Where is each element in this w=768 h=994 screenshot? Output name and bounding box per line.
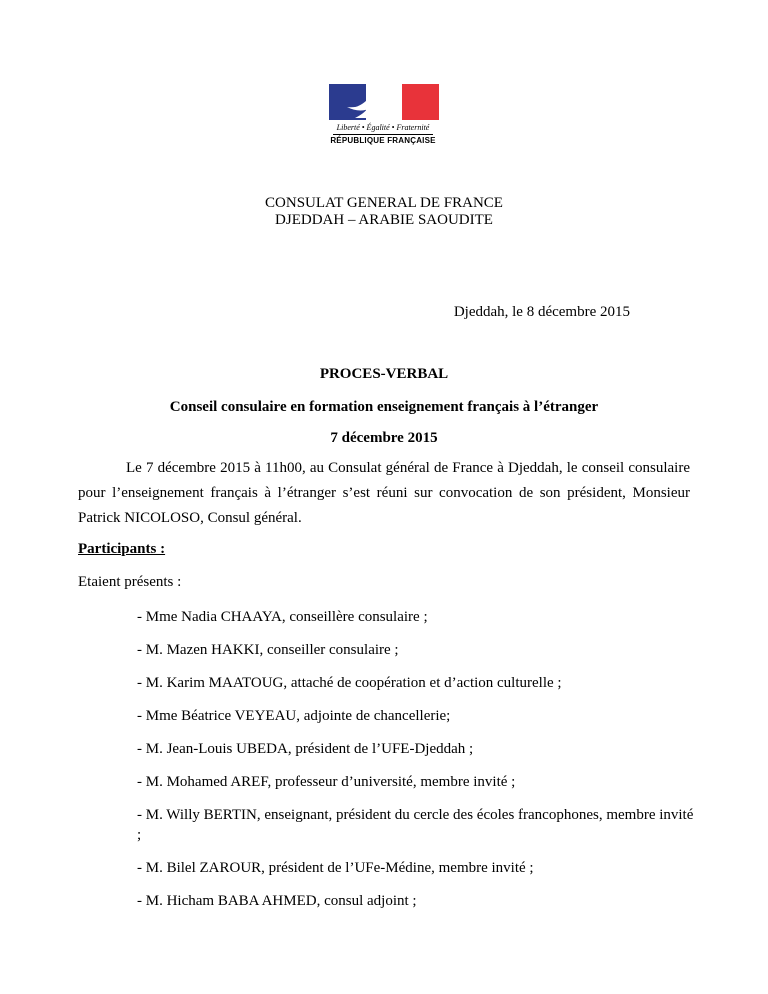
list-item: - M. Hicham BABA AHMED, consul adjoint ;: [137, 893, 417, 909]
document-subtitle: Conseil consulaire en formation enseignement français à l’étranger: [169, 399, 599, 415]
consulate-location: DJEDDAH – ARABIE SAOUDITE: [275, 212, 493, 228]
marianne-profile-icon: [343, 84, 411, 120]
list-item: - Mme Nadia CHAAYA, conseillère consulaire ;: [137, 609, 428, 625]
list-item: - M. Mazen HAKKI, conseiller consulaire ;: [137, 642, 399, 658]
participants-heading: Participants :: [78, 541, 166, 557]
republique-francaise-logo: [327, 84, 439, 148]
intro-paragraph: Le 7 décembre 2015 à 11h00, au Consulat général de France à Djeddah, le conseil consulaire pour l’enseignement français à l’étranger s’est réuni sur convocation de son président, Monsieur Patrick NICOLOSO, Consul général.: [78, 460, 690, 526]
consulate-name: CONSULAT GENERAL DE FRANCE: [265, 195, 503, 211]
participants-intro: Etaient présents :: [78, 574, 182, 590]
document-date: Djeddah, le 8 décembre 2015: [453, 304, 630, 320]
list-item: - Mme Béatrice VEYEAU, adjointe de chancellerie;: [137, 708, 451, 724]
republic-motto: Liberté • Égalité • Fraternité: [336, 123, 430, 132]
republic-name: RÉPUBLIQUE FRANÇAISE: [330, 136, 436, 145]
list-item: - M. Mohamed AREF, professeur d’université, membre invité ;: [137, 774, 516, 790]
logo-divider: [333, 134, 433, 135]
list-item: - M. Karim MAATOUG, attaché de coopération et d’action culturelle ;: [137, 675, 562, 691]
document-title: PROCES-VERBAL: [319, 366, 449, 382]
list-item: - M. Willy BERTIN, enseignant, président du cercle des écoles francophones, membre invité ;: [137, 807, 694, 843]
participants-list: [137, 607, 697, 924]
tricolor-flag: [329, 84, 439, 120]
meeting-date: 7 décembre 2015: [330, 430, 438, 446]
list-item: - M. Bilel ZAROUR, président de l’UFe-Médine, membre invité ;: [137, 860, 534, 876]
list-item: - M. Jean-Louis UBEDA, président de l’UFE-Djeddah ;: [137, 741, 474, 757]
